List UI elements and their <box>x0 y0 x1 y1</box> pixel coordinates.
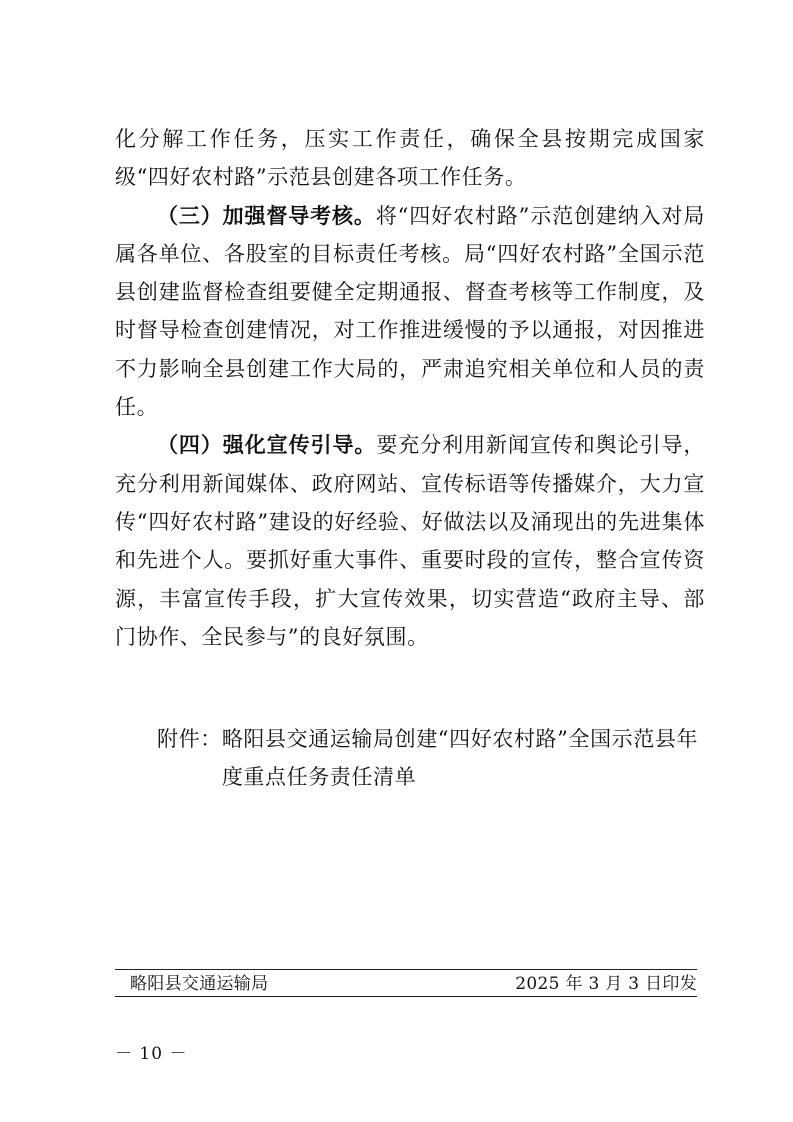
document-body <box>115 120 705 656</box>
attachment-title: 略阳县交通运输局创建“四好农村路”全国示范县年度重点任务责任清单 <box>221 727 699 789</box>
footer-bottom-rule <box>115 996 697 997</box>
issuer-name: 略阳县交通运输局 <box>130 974 269 994</box>
paragraph-supervision <box>115 197 705 427</box>
attachment-note <box>157 720 717 796</box>
issue-date: 2025 年 3 月 3 日印发 <box>515 974 697 994</box>
paragraph-heading: （三）加强督导考核。 <box>157 202 376 228</box>
paragraph-text: 要充分利用新闻宣传和舆论引导，充分利用新闻媒体、政府网站、宣传标语等传播媒介，大力宣传“四好农村路”建设的好经验、好做法以及涌现出的先进集体和先进个人。要抓好重大事件、重要时段的宣传，整合宣传资源，丰富宣传手段，扩大宣传效果，切实营造“政府主导、部门协作、全民参与”的良好氛围。 <box>115 433 706 649</box>
page-number: － 10 － <box>115 1044 188 1064</box>
paragraph-continuation <box>115 120 705 197</box>
paragraph-publicity <box>115 426 705 656</box>
paragraph-text: 将“四好农村路”示范创建纳入对局属各单位、各股室的目标责任考核。局“四好农村路”全国示范县创建监督检查组要健全定期通报、督查考核等工作制度，及时督导检查创建情况，对工作推进缓慢的予以通报，对因推进不力影响全县创建工作大局的，严肃追究相关单位和人员的责任。 <box>115 203 706 420</box>
paragraph-heading: （四）强化宣传引导。 <box>157 432 377 458</box>
attachment-label: 附件： <box>157 727 222 751</box>
footer-top-rule <box>115 969 697 970</box>
paragraph-text: 化分解工作任务，压实工作责任，确保全县按期完成国家级“四好农村路”示范县创建各项工作任务。 <box>115 127 705 190</box>
issuance-footer <box>130 972 697 996</box>
